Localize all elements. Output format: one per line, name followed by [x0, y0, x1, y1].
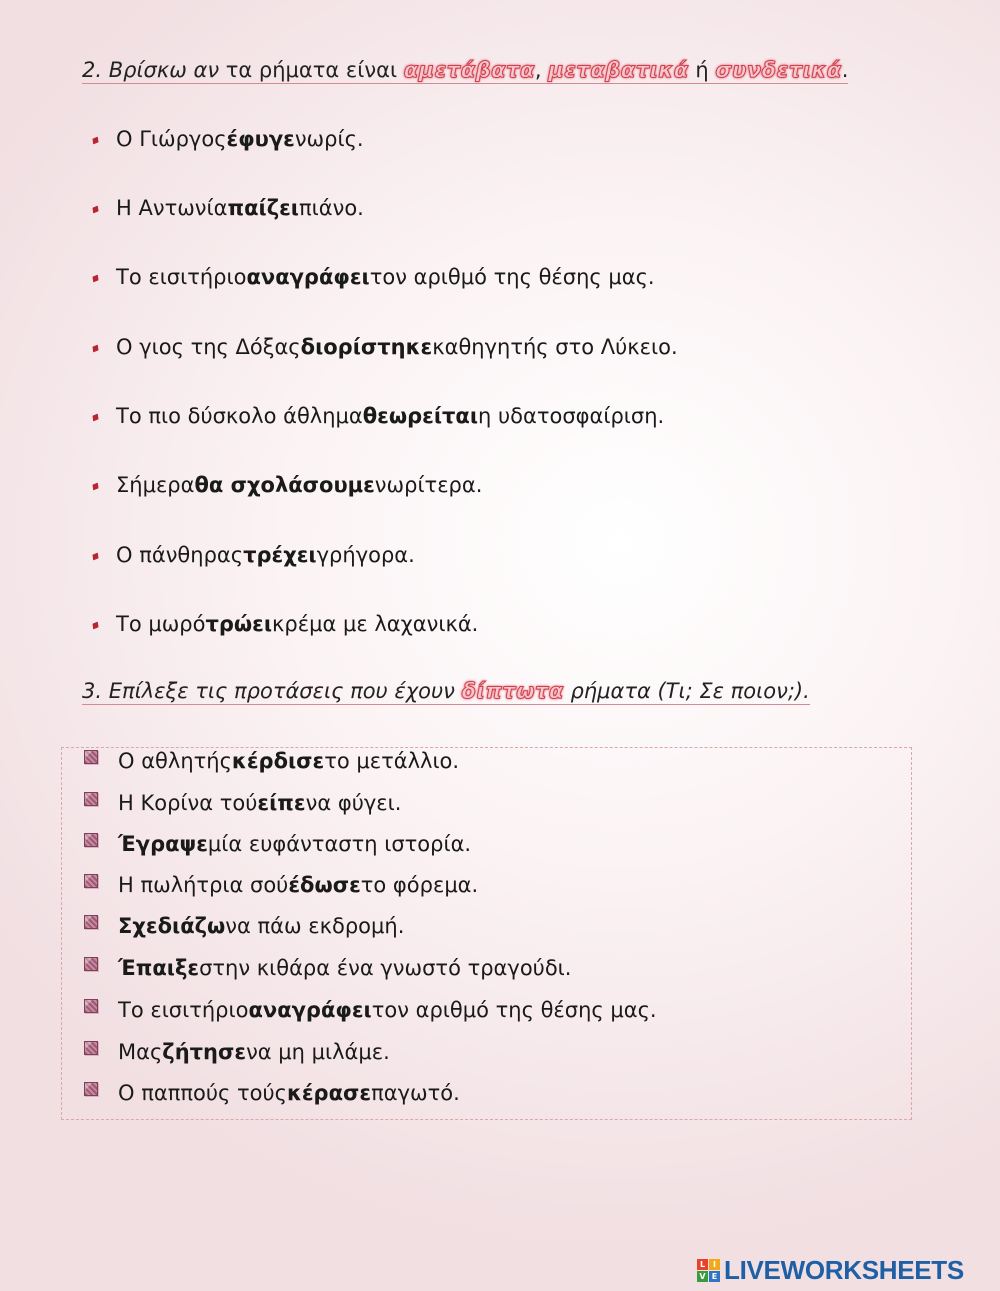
sentence-item[interactable]: Ο Γιώργος έφυγε νωρίς. — [92, 124, 364, 154]
sentence-item[interactable]: Σήμερα θα σχολάσουμε νωρίτερα. — [92, 470, 482, 500]
checkbox-icon[interactable] — [84, 1082, 98, 1096]
choice-item[interactable]: Σχεδιάζω να πάω εκδρομή. — [84, 911, 404, 941]
checkbox-icon[interactable] — [84, 792, 98, 806]
checkbox-icon[interactable] — [84, 874, 98, 888]
sentence-item[interactable]: Ο γιος της Δόξας διορίστηκε καθηγητής στο Λύκειο. — [92, 332, 678, 362]
diamond-bullet-icon — [90, 481, 101, 492]
logo-letter: V — [697, 1271, 708, 1282]
diamond-bullet-icon — [90, 204, 101, 215]
checkbox-icon[interactable] — [84, 750, 98, 764]
choice-item[interactable]: Μας ζήτησε να μη μιλάμε. — [84, 1037, 390, 1067]
heading-number: 2. Βρίσκω αν — [82, 58, 220, 82]
choice-item[interactable]: Έγραψε μία ευφάνταστη ιστορία. — [84, 829, 471, 859]
diamond-bullet-icon — [90, 620, 101, 631]
term-intransitive: αμετάβατα — [403, 58, 535, 82]
term-transitive: μεταβατικά — [548, 58, 689, 82]
sentence-item[interactable]: Ο πάνθηρας τρέχει γρήγορα. — [92, 540, 415, 570]
logo-text: LIVEWORKSHEETS — [724, 1254, 964, 1285]
checkbox-icon[interactable] — [84, 1041, 98, 1055]
choice-item[interactable]: Η πωλήτρια σού έδωσε το φόρεμα. — [84, 870, 478, 900]
diamond-bullet-icon — [90, 551, 101, 562]
diamond-bullet-icon — [90, 273, 101, 284]
sentence-item[interactable]: Η Αντωνία παίζει πιάνο. — [92, 193, 364, 223]
diamond-bullet-icon — [90, 135, 101, 146]
liveworksheets-logo[interactable] — [697, 1255, 964, 1285]
choice-item[interactable]: Ο παππούς τούς κέρασε παγωτό. — [84, 1078, 460, 1108]
sentence-item[interactable]: Το εισιτήριο αναγράφει τον αριθμό της θέσης μας. — [92, 262, 655, 292]
choice-item[interactable]: Το εισιτήριο αναγράφει τον αριθμό της θέσης μας. — [84, 995, 657, 1025]
diamond-bullet-icon — [90, 343, 101, 354]
section-3-heading: 3. Επίλεξε τις προτάσεις που έχουν δίπτωτα ρήματα (Τι; Σε ποιον;). — [82, 679, 810, 703]
logo-letter: L — [697, 1259, 708, 1270]
section-2-heading: 2. Βρίσκω αν τα ρήματα είναι αμετάβατα, μεταβατικά ή συνδετικά. — [82, 58, 849, 82]
checkbox-icon[interactable] — [84, 915, 98, 929]
logo-letter: I — [709, 1259, 720, 1270]
checkbox-icon[interactable] — [84, 999, 98, 1013]
sentence-item[interactable]: Το μωρό τρώει κρέμα με λαχανικά. — [92, 609, 478, 639]
choice-item[interactable]: Ο αθλητής κέρδισε το μετάλλιο. — [84, 746, 459, 776]
checkbox-icon[interactable] — [84, 957, 98, 971]
sentence-item[interactable]: Το πιο δύσκολο άθλημα θεωρείται η υδατοσφαίριση. — [92, 401, 664, 431]
term-ditransitive: δίπτωτα — [461, 679, 564, 703]
choice-item[interactable]: Έπαιξε στην κιθάρα ένα γνωστό τραγούδι. — [84, 953, 571, 983]
logo-letter: E — [709, 1271, 720, 1282]
term-copular: συνδετικά — [715, 58, 842, 82]
choice-item[interactable]: Η Κορίνα τού είπε να φύγει. — [84, 788, 401, 818]
diamond-bullet-icon — [90, 412, 101, 423]
checkbox-icon[interactable] — [84, 833, 98, 847]
logo-mark-icon — [697, 1259, 720, 1282]
